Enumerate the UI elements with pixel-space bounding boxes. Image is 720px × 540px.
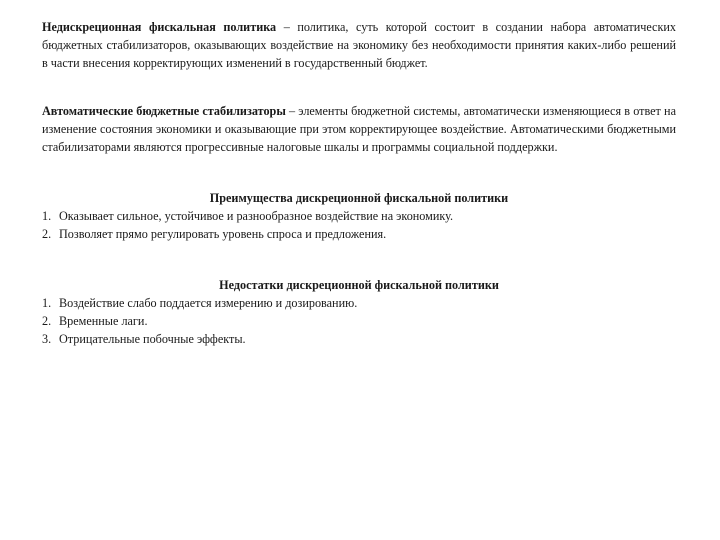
list-item-text: Позволяет прямо регулировать уровень спроса и предложения. bbox=[59, 227, 387, 241]
list-item-text: Отрицательные побочные эффекты. bbox=[59, 332, 246, 346]
paragraph-automatic-stabilizers bbox=[42, 102, 676, 156]
list-item bbox=[42, 225, 676, 243]
document-page bbox=[42, 18, 676, 348]
list-item-number: 1. bbox=[42, 209, 52, 223]
list-item bbox=[42, 207, 676, 225]
list-item bbox=[42, 312, 676, 330]
term-nondiscretionary-policy: Недискреционная фискальная политика bbox=[42, 20, 277, 34]
list-item-number: 1. bbox=[42, 296, 52, 310]
definition-automatic-stabilizers: – элементы бюджетной системы, автоматически изменяющиеся в ответ на изменение состояния экономики и оказывающие при этом корректирующее воздействие. Автоматическими бюджетными стабилизаторами являются прогрессивные налоговые шкалы и программы социальной поддержки. bbox=[42, 104, 676, 154]
advantages-heading: Преимущества дискреционной фискальной политики bbox=[209, 191, 509, 205]
list-item-text: Воздействие слабо поддается измерению и дозированию. bbox=[59, 296, 358, 310]
list-item-text: Оказывает сильное, устойчивое и разнообразное воздействие на экономику. bbox=[59, 209, 454, 223]
list-item-text: Временные лаги. bbox=[59, 314, 148, 328]
paragraph-nondiscretionary-policy bbox=[42, 18, 676, 72]
disadvantages-list bbox=[42, 294, 676, 348]
list-item-number: 2. bbox=[42, 314, 52, 328]
advantages-list bbox=[42, 207, 676, 243]
term-automatic-stabilizers: Автоматические бюджетные стабилизаторы bbox=[42, 104, 286, 118]
disadvantages-heading: Недостатки дискреционной фискальной политики bbox=[219, 278, 499, 292]
list-item bbox=[42, 294, 676, 312]
list-item bbox=[42, 330, 676, 348]
definition-nondiscretionary-policy: – политика, суть которой состоит в создании набора автоматических бюджетных стабилизаторов, оказывающих воздействие на экономику без необходимости принятия каких-либо решений в части внесения корректирующих изменений в государственный бюджет. bbox=[42, 20, 677, 70]
list-item-number: 3. bbox=[42, 332, 52, 346]
list-item-number: 2. bbox=[42, 227, 52, 241]
